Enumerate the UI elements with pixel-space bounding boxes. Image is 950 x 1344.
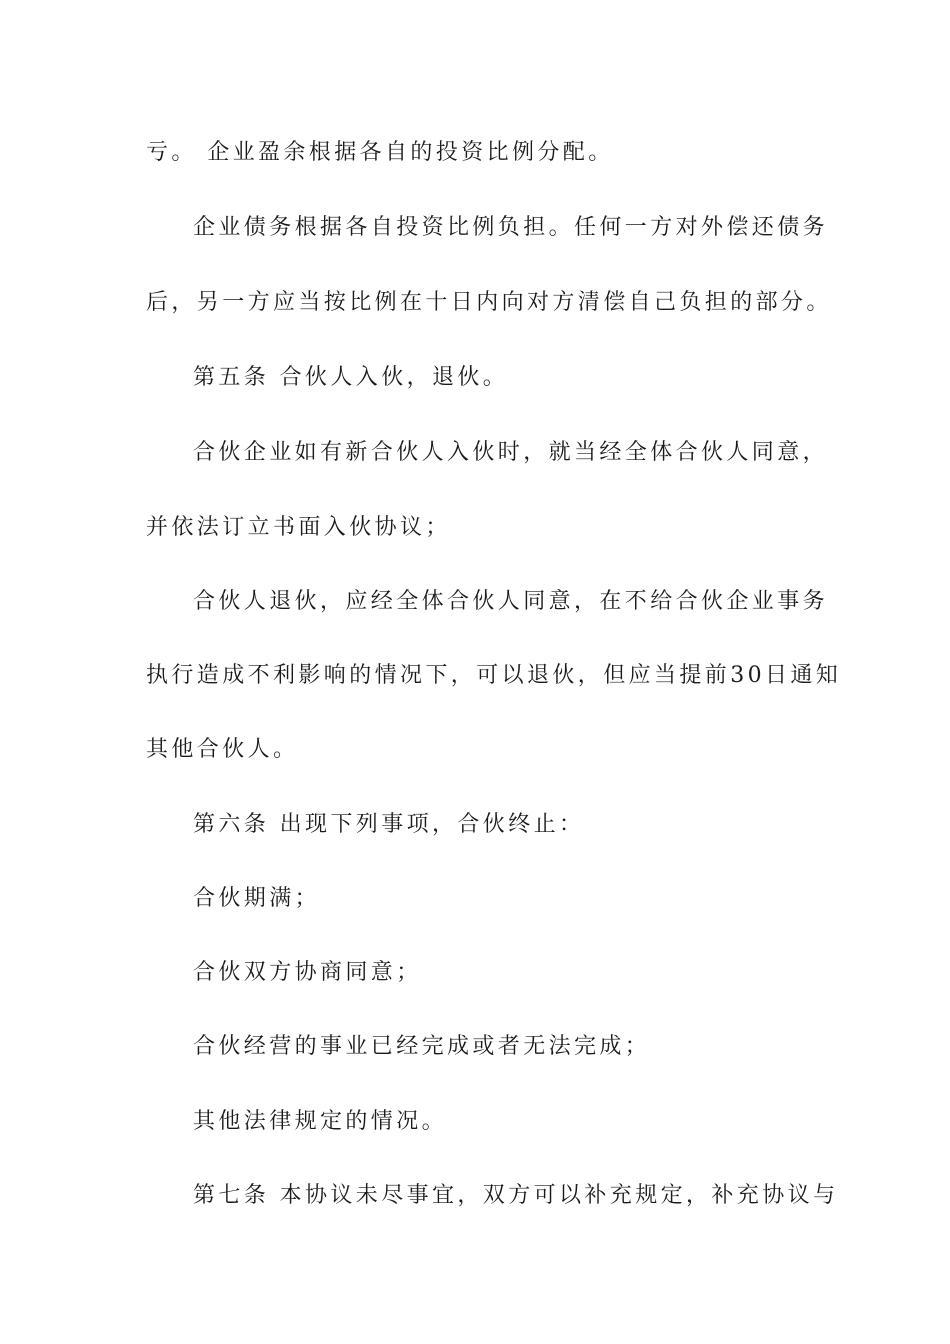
- article-heading: 第七条 本协议未尽事宜，双方可以补充规定，补充协议与: [193, 1183, 839, 1208]
- text-line: 亏。 企业盈余根据各自的投资比例分配。: [146, 140, 614, 165]
- article-heading: 第六条 出现下列事项，合伙终止：: [193, 812, 585, 837]
- text-line: 企业债务根据各自投资比例负担。任何一方对外偿还债务: [193, 215, 829, 240]
- text-line: 合伙人退伙，应经全体合伙人同意，在不给合伙企业事务: [193, 589, 829, 614]
- text-line: 并依法订立书面入伙协议；: [146, 515, 451, 540]
- text-line: 合伙企业如有新合伙人入伙时，就当经全体合伙人同意，: [193, 440, 829, 465]
- list-item: 其他法律规定的情况。: [193, 1109, 448, 1134]
- list-item: 合伙期满；: [193, 886, 321, 911]
- text-line: 后，另一方应当按比例在十日内向对方清偿自己负担的部分。: [146, 290, 832, 315]
- list-item: 合伙双方协商同意；: [193, 960, 422, 985]
- text-line: 执行造成不利影响的情况下，可以退伙，但应当提前30日通知: [146, 663, 842, 688]
- list-item: 合伙经营的事业已经完成或者无法完成；: [193, 1034, 651, 1059]
- text-line: 其他合伙人。: [146, 737, 299, 762]
- article-heading: 第五条 合伙人入伙，退伙。: [193, 365, 509, 390]
